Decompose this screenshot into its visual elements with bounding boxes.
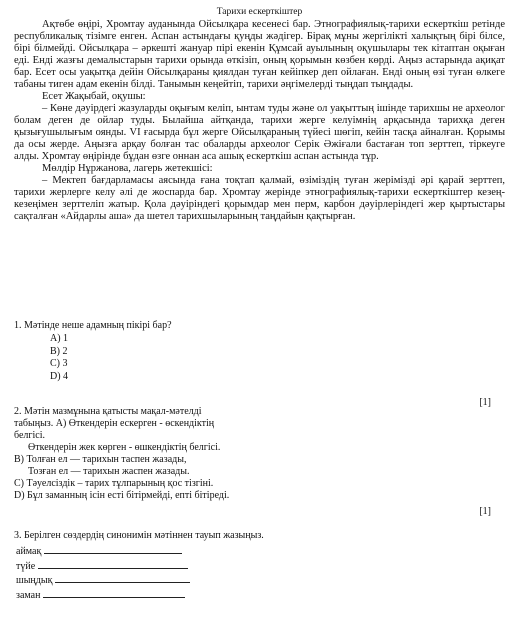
paragraph-quote-1: – Көне дәуірдегі жазуларды оқығым келіп, ынтам туды және ол уақыттың ішінде тарихшы не археолог болам деген де ойлар туды. Былайша айтқанда, тарихи жерге келуімнің арқасында тарихқа деген қызығушылығым оянды. VI ғасырда бұл жерге Ойсылқараның түйесі шөгіп, кейін тасқа айналған. Қорымы да осы жерде. Аңызға арқау болған тас обаларды археолог Серік Әжіғали бастаған топ зерттеп, тіркеуге алды. Хромтау өңірінде бұдан өзге оннан аса ашық ескерткіш аспан астында тұр.	[14, 103, 505, 162]
synonym-word: заман	[16, 589, 41, 601]
question-1-options	[50, 333, 68, 383]
synonym-row	[16, 573, 190, 588]
answer-option-continuation: Тозған ел — тарихын жаспен жазады.	[28, 466, 190, 477]
synonym-word: шыңдық	[16, 575, 53, 586]
question-2-text: 2. Мәтін мазмұнына қатысты мақал-мәтелді	[14, 406, 202, 417]
synonym-row	[16, 544, 190, 559]
synonym-row	[16, 588, 190, 603]
document-title: Тарихи ескерткіштер	[216, 7, 303, 17]
answer-option[interactable]: А) 1	[50, 333, 69, 344]
score-mark: [1]	[479, 397, 491, 408]
answer-blank[interactable]	[43, 588, 185, 598]
answer-option[interactable]: С) Тәуелсіздік – тарих тұлпарының қос тізгіні.	[14, 478, 214, 489]
question-1: 1. Мәтінде неше адамның пікірі бар?	[14, 320, 172, 331]
synonym-list	[16, 544, 190, 602]
synonym-word: аймақ	[16, 546, 42, 557]
answer-blank[interactable]	[55, 573, 190, 583]
answer-option[interactable]: В) Толған ел — тарихын таспен жазады,	[14, 454, 187, 465]
question-2-text[interactable]: табыңыз. А) Өткендерін ескерген - өскендіктің	[14, 418, 215, 429]
answer-option[interactable]: D) Бұл заманның ісін есті бітірмейді, епті бітіреді.	[14, 490, 230, 501]
score-mark: [1]	[479, 506, 491, 517]
synonym-word: түйе	[16, 560, 36, 572]
question-2-text: белгісі.	[14, 430, 45, 441]
answer-option[interactable]: С) 3	[50, 358, 68, 369]
answer-blank[interactable]	[38, 559, 188, 569]
question-2-text: Өткендерін жек көрген - өшкендіктің белгісі.	[28, 442, 221, 453]
answer-option[interactable]: В) 2	[50, 345, 68, 357]
paragraph-intro: Ақтөбе өңірі, Хромтау ауданында Ойсылқара кесенесі бар. Этнографиялық-тарихи ескерткіш ретінде республикалық тізімге енген. Аспан астындағы қуңды жәдігер. Бірақ мұны жергілікті халықтың бірі білсе, бірі білмейді. Ойсылқара – әркешті жануар пірі екенін Құмсай ауылының оқушылары тек кітаптан оқыған еді. Енді жазғы демалыстарын тарихи орында өткізіп, оның қорымын көзбен көрді. Аңыз астарында ақиқат бар. Есет осы уақытқа дейін Ойсылқараны қиялдан туған кейіпкер деп ойлаған. Енді оның өзі туған өлкеге табаны тиген адам екенін білді. Танымын кеңейтіп, тарихи әңгімелерді тыңдап тыңдады.	[14, 19, 505, 90]
answer-option[interactable]: D) 4	[50, 370, 69, 382]
speaker-label: Мөлдір Нұржанова, лагерь жетекшісі:	[42, 163, 213, 174]
synonym-row	[16, 559, 190, 574]
paragraph-quote-2: – Мектеп бағдарламасы аясында ғана тоқтап қалмай, өзіміздің туған жерімізді әрі қарай зерттеп, тарихи жерлерге келу әлі де жоспарда бар. Хромтау жерінде этнографиялық-тарихи ескерткіштер кезең-кезеңімен зерттеліп жатыр. Қола дәуіріндегі қорымдар мен перм, карбон дәуірлеріндегі жер қыртыстары сақталған «Айдарлы аша» да шетел тарихшыларының таңдайын қақтырған.	[14, 175, 505, 222]
question-3: 3. Берілген сөздердің синонимін мәтіннен тауып жазыңыз.	[14, 530, 264, 541]
answer-blank[interactable]	[44, 544, 182, 554]
question-2	[14, 406, 229, 502]
reading-text	[14, 19, 505, 223]
speaker-label: Есет Жақыбай, оқушы:	[42, 91, 146, 102]
